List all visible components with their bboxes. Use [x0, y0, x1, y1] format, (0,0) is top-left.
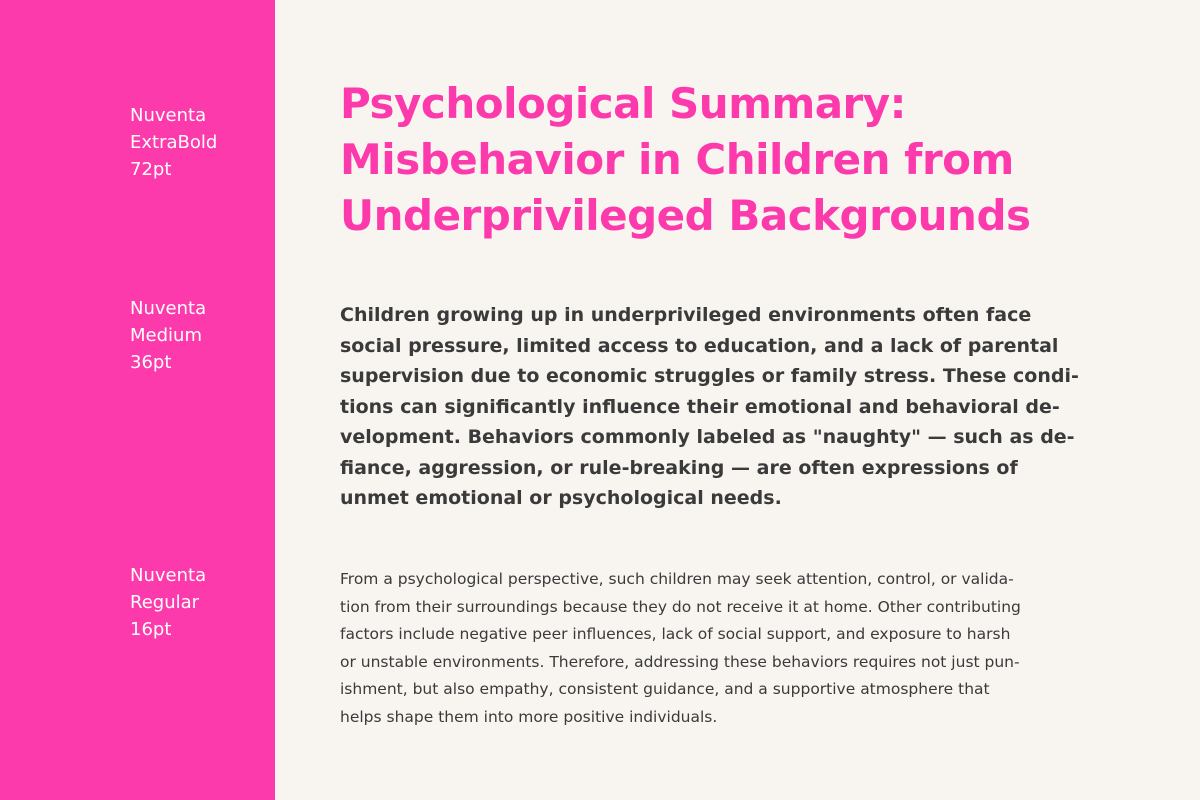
sidebar [0, 0, 275, 800]
font-spec-medium: Nuventa Medium 36pt [130, 298, 207, 373]
font-spec-extrabold: Nuventa ExtraBold 72pt [130, 105, 218, 180]
intro-paragraph: Children growing up in underprivileged environments often face social pressure, limited access to education, and a lack of parental supervision due to economic struggles or family stress. These condi- tions can significantly influence their emotional and behavioral de- velopment. Behaviors commonly labeled as "naughty" — such as de- fiance, aggression, or rule-breaking — are often expressions of unmet emotional or psychological needs. [340, 304, 1079, 509]
body-paragraph: From a psychological perspective, such children may seek attention, control, or valida- tion from their surroundings because they do not receive it at home. Other contributing factors include negative peer influences, lack of social support, and exposure to harsh or unstable environments. Therefore, addressing these behaviors requires not just pun- ishment, but also empathy, consistent guidance, and a supportive atmosphere that helps shape them into more positive individuals. [340, 570, 1021, 726]
font-spec-regular: Nuventa Regular 16pt [130, 565, 207, 640]
page-title: Psychological Summary: Misbehavior in Children from Underprivileged Backgrounds [340, 79, 1031, 240]
